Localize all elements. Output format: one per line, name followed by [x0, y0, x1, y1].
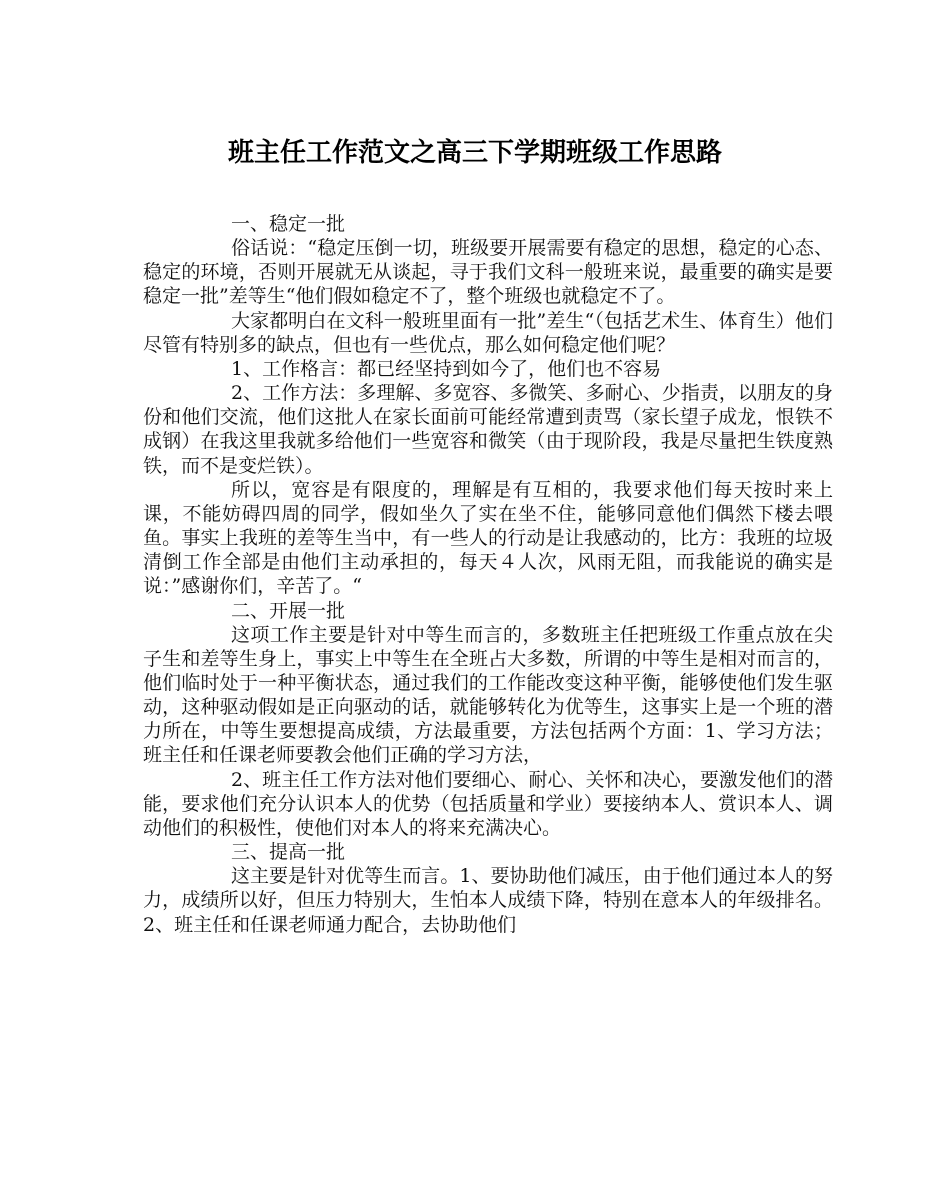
- document-body: [143, 212, 833, 937]
- section-heading: 二、开展一批: [231, 599, 346, 622]
- paragraph: 2、班主任工作方法对他们要细心、耐心、关怀和决心，要激发他们的潜能，要求他们充分认识本人的优势（包括质量和学业）要接纳本人、赏识本人、调动他们的积极性，使他们对本人的将来充满决心。: [143, 768, 833, 839]
- paragraph: 所以，宽容是有限度的，理解是有互相的，我要求他们每天按时来上课，不能妨碍四周的同学，假如坐久了实在坐不住，能够同意他们偶然下楼去喂鱼。事实上我班的差等生当中，有一些人的行动是让我感动的，比方：我班的垃圾清倒工作全部是由他们主动承担的，每天４人次，风雨无阻，而我能说的确实是说：”感谢你们，辛苦了。“: [143, 478, 833, 598]
- section-heading: 一、稳定一批: [231, 213, 346, 235]
- paragraph: 1、工作格言：都已经坚持到如今了，他们也不容易: [231, 357, 662, 380]
- paragraph: 这项工作主要是针对中等生而言的，多数班主任把班级工作重点放在尖子生和差等生身上，事实上中等生在全班占大多数，所谓的中等生是相对而言的，他们临时处于一种平衡状态，通过我们的工作能改变这种平衡，能够使他们发生驱动，这种驱动假如是正向驱动的话，就能够转化为优等生，这事实上是一个班的潜力所在，中等生要想提高成绩，方法最重要，方法包括两个方面：1、学习方法；班主任和任课老师要教会他们正确的学习方法，: [143, 623, 833, 767]
- paragraph: 俗话说：“稳定压倒一切，班级要开展需要有稳定的思想，稳定的心态、稳定的环境，否则开展就无从谈起，寻于我们文科一般班来说，最重要的确实是要稳定一批”差等生“他们假如稳定不了，整个班级也就稳定不了。: [143, 237, 833, 308]
- paragraph: 这主要是针对优等生而言。1、要协助他们减压，由于他们通过本人的努力，成绩所以好，但压力特别大，生怕本人成绩下降，特别在意本人的年级排名。2、班主任和任课老师通力配合，去协助他们: [143, 865, 833, 936]
- section-heading: 三、提高一批: [231, 841, 346, 864]
- paragraph: 大家都明白在文科一般班里面有一批”差生“（包括艺术生、体育生）他们尽管有特别多的缺点，但也有一些优点，那么如何稳定他们呢？: [143, 309, 833, 356]
- document-title: 班主任工作范文之高三下学期班级工作思路: [227, 138, 722, 168]
- paragraph: 2、工作方法：多理解、多宽容、多微笑、多耐心、少指责，以朋友的身份和他们交流，他们这批人在家长面前可能经常遭到责骂（家长望子成龙，恨铁不成钢）在我这里我就多给他们一些宽容和微笑（由于现阶段，我是尽量把生铁度熟铁，而不是变烂铁）。: [143, 382, 833, 477]
